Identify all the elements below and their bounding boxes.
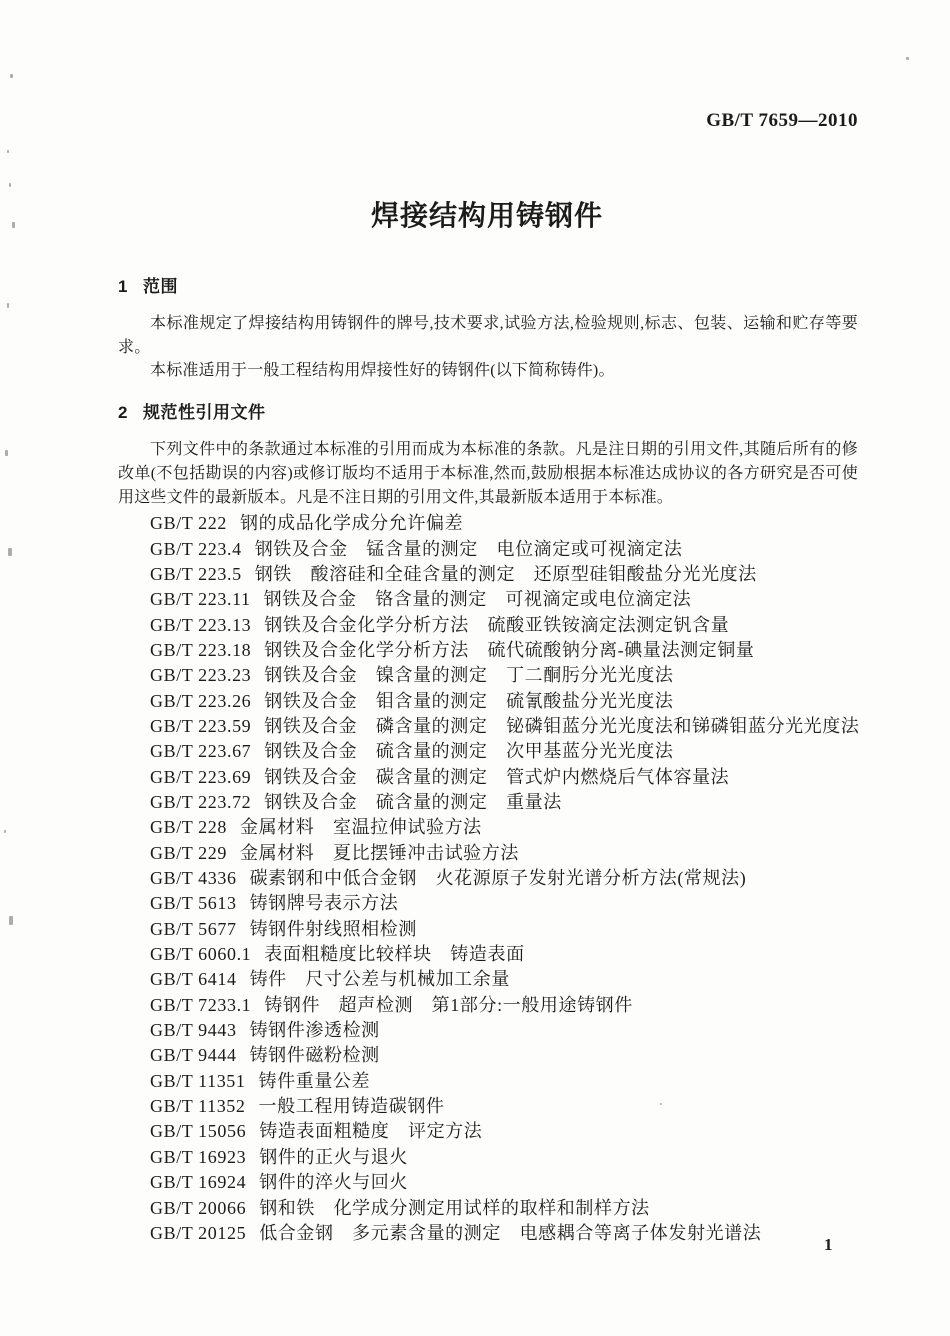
reference-code: GB/T 20125 [150,1222,247,1243]
standard-code: GB/T 7659—2010 [706,110,858,131]
section-2-heading [118,402,858,424]
reference-title: 钢件的淬火与回火 [259,1172,408,1193]
scan-speckle [7,303,9,308]
reference-title: 钢铁及合金 硫含量的测定 重量法 [264,792,562,812]
section-1-number: 1 [118,277,128,296]
reference-title: 铸件 尺寸公差与机械加工余量 [249,969,510,990]
section-1-label: 范围 [142,277,178,296]
reference-item [150,866,858,891]
reference-item [150,841,858,866]
scan-speckle [906,57,909,60]
reference-item [150,1170,858,1195]
reference-item [150,537,858,562]
reference-code: GB/T 222 [150,513,227,534]
reference-item [150,942,858,967]
reference-title: 钢铁及合金 镍含量的测定 丁二酮肟分光光度法 [264,665,674,686]
reference-title: 铸钢件磁粉检测 [249,1045,380,1066]
reference-item [150,891,858,916]
reference-item [150,815,858,840]
scan-speckle [7,150,9,153]
reference-code: GB/T 11352 [150,1096,246,1117]
reference-code: GB/T 223.72 [150,792,252,812]
reference-code: GB/T 223.13 [150,614,252,635]
reference-title: 表面粗糙度比较样块 铸造表面 [264,944,525,965]
scan-speckle [9,916,13,925]
scan-speckle [10,74,13,78]
reference-code: GB/T 223.4 [150,538,242,559]
reference-item [150,663,858,688]
reference-title: 低合金钢 多元素含量的测定 电感耦合等离子体发射光谱法 [259,1222,762,1243]
document-title: 焊接结构用铸钢件 [370,200,603,231]
reference-title: 钢件的正火与退火 [259,1146,408,1167]
reference-title: 钢铁及合金 碳含量的测定 管式炉内燃烧后气体容量法 [264,766,730,787]
reference-title: 铸钢件 超声检测 第1部分:一般用途铸钢件 [264,994,633,1015]
reference-title: 钢铁 酸溶硅和全硅含量的测定 还原型硅钼酸盐分光光度法 [254,563,757,584]
scope-paragraph-2: 本标准适用于一般工程结构用焊接性好的铸钢件(以下简称铸件)。 [150,362,615,380]
reference-code: GB/T 6060.1 [150,944,252,965]
reference-code: GB/T 223.67 [150,741,252,762]
reference-item [150,765,858,790]
section-2-label: 规范性引用文件 [142,403,266,423]
reference-item [150,689,858,714]
reference-code: GB/T 15056 [150,1121,247,1142]
reference-title: 钢铁及合金化学分析方法 硫酸亚铁铵滴定法测定钒含量 [264,614,730,635]
reference-title: 钢的成品化学成分允许偏差 [239,513,464,534]
scan-speckle [660,1103,662,1105]
reference-title: 铸钢件射线照相检测 [249,918,417,939]
scan-speckle [9,183,11,187]
reference-item [150,967,858,992]
reference-item [150,1069,858,1094]
reference-code: GB/T 6414 [150,969,237,990]
reference-item [150,714,858,739]
reference-item [150,790,858,815]
reference-code: GB/T 223.26 [150,690,252,711]
reference-code: GB/T 9443 [150,1020,237,1041]
reference-title: 铸钢牌号表示方法 [249,893,399,914]
reference-title: 钢铁及合金化学分析方法 硫代硫酸钠分离-碘量法测定铜量 [264,639,755,660]
section-1-heading [118,276,858,298]
reference-code: GB/T 223.59 [150,715,252,736]
reference-title: 钢和铁 化学成分测定用试样的取样和制样方法 [259,1197,650,1218]
reference-item [150,993,858,1018]
reference-code: GB/T 7233.1 [150,994,252,1015]
reference-item [150,1119,858,1144]
reference-code: GB/T 223.11 [150,589,251,610]
page-number: 1 [824,1235,833,1254]
reference-code: GB/T 4336 [150,868,237,889]
reference-title: 钢铁及合金 磷含量的测定 铋磷钼蓝分光光度法和锑磷钼蓝分光光度法 [264,715,860,736]
reference-code: GB/T 229 [150,842,227,863]
reference-code: GB/T 11351 [150,1070,246,1091]
reference-code: GB/T 5613 [150,893,237,914]
section-2-number: 2 [118,403,128,423]
reference-code: GB/T 9444 [150,1045,237,1066]
scan-speckle [4,830,6,833]
reference-title: 金属材料 夏比摆锤冲击试验方法 [239,842,519,863]
references-list [150,511,858,1246]
scan-speckle [12,222,15,228]
reference-item [150,1145,858,1170]
reference-code: GB/T 223.5 [150,563,242,584]
reference-title: 金属材料 室温拉伸试验方法 [239,817,482,838]
reference-code: GB/T 16924 [150,1172,247,1193]
reference-title: 碳素钢和中低合金钢 火花源原子发射光谱分析方法(常规法) [249,868,747,889]
reference-item [150,1221,858,1246]
reference-item [150,638,858,663]
reference-code: GB/T 223.23 [150,665,252,686]
reference-code: GB/T 223.69 [150,766,252,787]
reference-title: 一般工程用铸造碳钢件 [258,1096,445,1117]
references-intro-paragraph: 下列文件中的条款通过本标准的引用而成为本标准的条款。凡是注日期的引用文件,其随后所有的修改单(不包括勘误的内容)或修订版均不适用于本标准,然而,鼓励根据本标准达成协议的各方研究是否可使用这些文件的最新版本。凡是不注日期的引用文件,其最新版本适用于本标准。 [118,441,858,506]
scan-speckle [5,450,8,456]
reference-title: 钢铁及合金 钼含量的测定 硫氰酸盐分光光度法 [264,690,674,711]
reference-item [150,917,858,942]
reference-code: GB/T 223.18 [150,639,252,660]
reference-item [150,1196,858,1221]
reference-title: 铸造表面粗糙度 评定方法 [259,1121,483,1142]
reference-code: GB/T 228 [150,817,227,838]
scan-speckle [8,548,12,556]
reference-item [150,1094,858,1119]
reference-item [150,613,858,638]
reference-code: GB/T 20066 [150,1197,247,1218]
reference-title: 钢铁及合金 硫含量的测定 次甲基蓝分光光度法 [264,741,674,762]
reference-title: 铸件重量公差 [258,1070,371,1091]
reference-item [150,562,858,587]
reference-item [150,1043,858,1068]
reference-item [150,1018,858,1043]
reference-title: 钢铁及合金 锰含量的测定 电位滴定或可视滴定法 [254,538,683,559]
reference-item [150,587,858,612]
reference-item [150,511,858,536]
reference-title: 钢铁及合金 铬含量的测定 可视滴定或电位滴定法 [263,589,692,610]
reference-code: GB/T 5677 [150,918,237,939]
reference-code: GB/T 16923 [150,1146,247,1167]
reference-item [150,739,858,764]
scope-paragraph-1: 本标准规定了焊接结构用铸钢件的牌号,技术要求,试验方法,检验规则,标志、包装、运输和贮存等要求。 [118,315,858,356]
page-content [118,276,858,1246]
reference-title: 铸钢件渗透检测 [249,1020,380,1041]
